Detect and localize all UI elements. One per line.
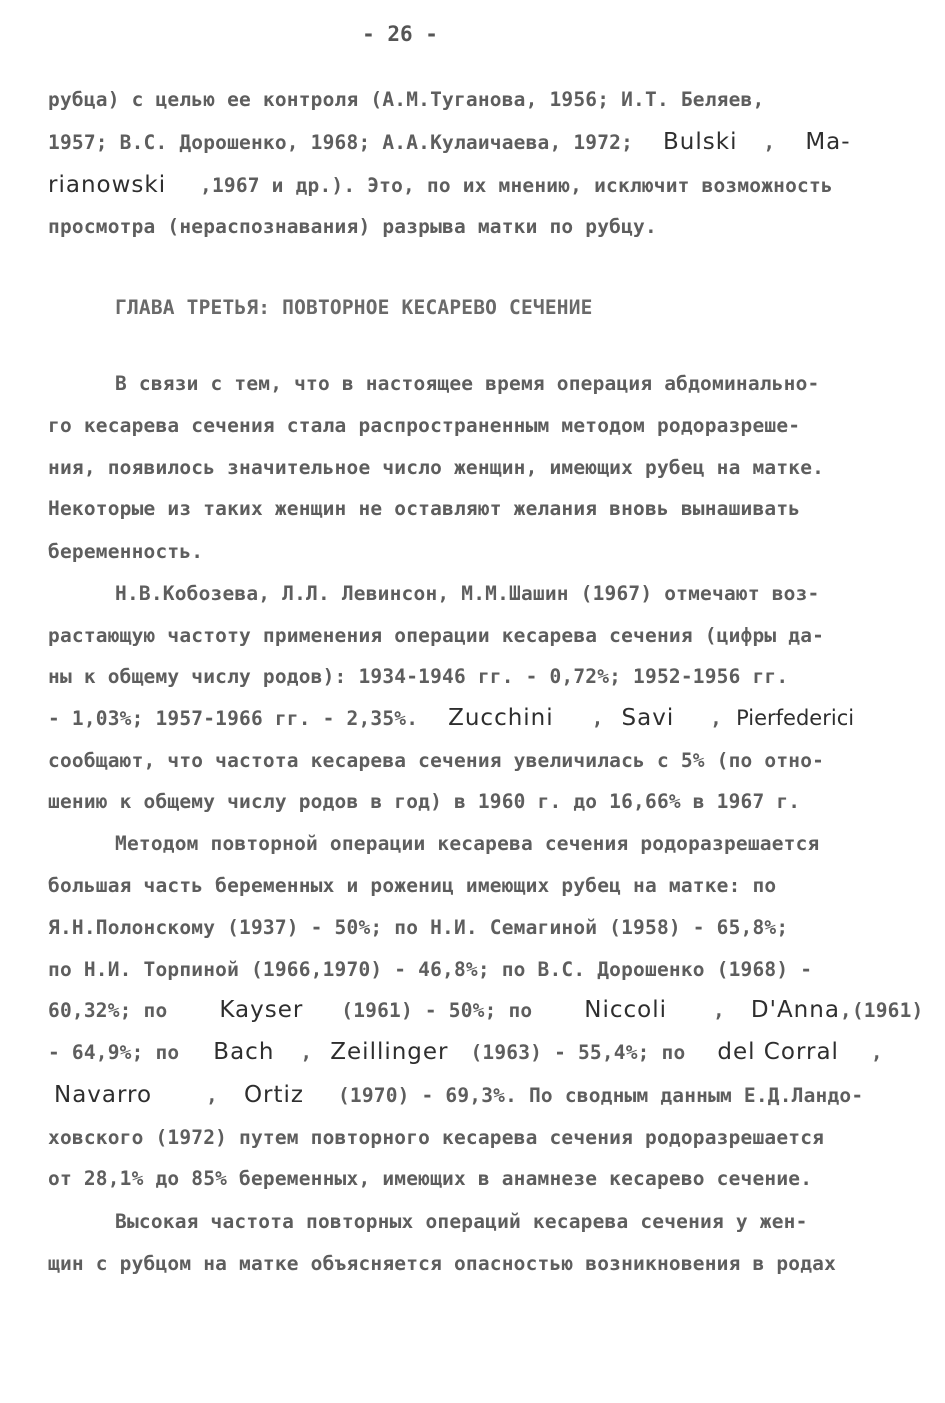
text-line: просмотра (нераспознавания) разрыва матки по рубцу. [48,215,657,238]
text-span: - 1,03%; 1957-1966 гг. - 2,35%. [48,707,419,730]
handwritten-name: Navarro [54,1082,153,1108]
text-line: Я.Н.Полонскому (1937) - 50%; по Н.И. Семагиной (1958) - 65,8%; [48,916,789,939]
handwritten-name: Bach [213,1039,275,1065]
text-line: Некоторые из таких женщин не оставляют желания вновь вынашивать [48,497,801,520]
handwritten-name: del Corral [717,1039,839,1065]
text-line [48,130,851,155]
text-line: большая часть беременных и рожениц имеющих рубец на матке: по [48,874,777,897]
handwritten-name: Kayser [219,997,304,1023]
handwritten-name: Ma- [805,129,851,155]
punctuation: , [591,707,604,730]
handwritten-name: Niccoli [584,997,668,1023]
text-line [48,1083,863,1108]
handwritten-name: rianowski [48,172,167,198]
punctuation: , [763,131,776,154]
text-line: щин с рубцом на матке объясняется опасностью возникновения в родах [48,1252,837,1275]
handwritten-name: D'Anna [750,997,840,1023]
handwritten-name: Bulski [663,129,738,155]
text-line: сообщают, что частота кесарева сечения увеличилась с 5% (по отно- [48,749,825,772]
text-span: (1961) - 50%; по [341,999,533,1022]
text-line: беременность. [48,540,204,563]
text-line: Высокая частота повторных операций кесарева сечения у жен- [115,1210,808,1233]
text-line: шению к общему числу родов в год) в 1960 г. до 16,66% в 1967 г. [48,790,801,813]
text-line [48,706,854,731]
text-line: Методом повторной операции кесарева сечения родоразрешается [115,832,820,855]
text-line: В связи с тем, что в настоящее время операция абдоминально- [115,372,820,395]
text-span: (1963) - 55,4%; по [470,1041,686,1064]
text-line: ны к общему числу родов): 1934-1946 гг. - 0,72%; 1952-1956 гг. [48,665,789,688]
punctuation: , [206,1084,218,1107]
handwritten-name: Ortiz [243,1082,304,1108]
handwritten-name: Zucchini [448,705,554,731]
text-span: (1970) - 69,3%. По сводным данным Е.Д.Ландо- [337,1084,864,1107]
text-line [48,1040,883,1065]
text-line: по Н.И. Торпиной (1966,1970) - 46,8%; по В.С. Дорошенко (1968) - [48,958,813,981]
text-line: ховского (1972) путем повторного кесарева сечения родоразрешается [48,1126,825,1149]
punctuation: , [870,1041,883,1064]
text-line: Н.В.Кобозева, Л.Л. Левинсон, М.М.Шашин (1967) отмечают воз- [115,582,820,605]
text-span: 1957; В.С. Дорошенко, 1968; А.А.Кулаичаева, 1972; [48,131,634,154]
text-line: ния, появилось значительное число женщин, имеющих рубец на матке. [48,456,825,479]
handwritten-name: Zeillinger [330,1039,449,1065]
text-span: - 64,9%; по [48,1041,180,1064]
handwritten-name: Pierfederici [736,706,855,730]
page-number: - 26 - [362,22,438,46]
handwritten-name: Savi [621,705,675,731]
punctuation: , [300,1041,313,1064]
text-span: ,(1961) [839,999,924,1022]
text-line: рубца) с целью ее контроля (А.М.Туганова, 1956; И.Т. Беляев, [48,88,765,111]
text-line: го кесарева сечения стала распространенным методом родоразреше- [48,414,801,437]
text-line [48,173,833,198]
punctuation: , [713,999,725,1022]
text-line [48,998,924,1023]
chapter-heading: ГЛАВА ТРЕТЬЯ: ПОВТОРНОЕ КЕСАРЕВО СЕЧЕНИЕ [115,296,593,319]
text-line: от 28,1% до 85% беременных, имеющих в анамнезе кесарево сечение. [48,1167,813,1190]
punctuation: , [710,707,723,730]
text-span: 60,32%; по [48,999,168,1022]
text-span: ,1967 и др.). Это, по их мнению, исключит возможность [200,174,833,197]
text-line: растающую частоту применения операции кесарева сечения (цифры да- [48,624,825,647]
